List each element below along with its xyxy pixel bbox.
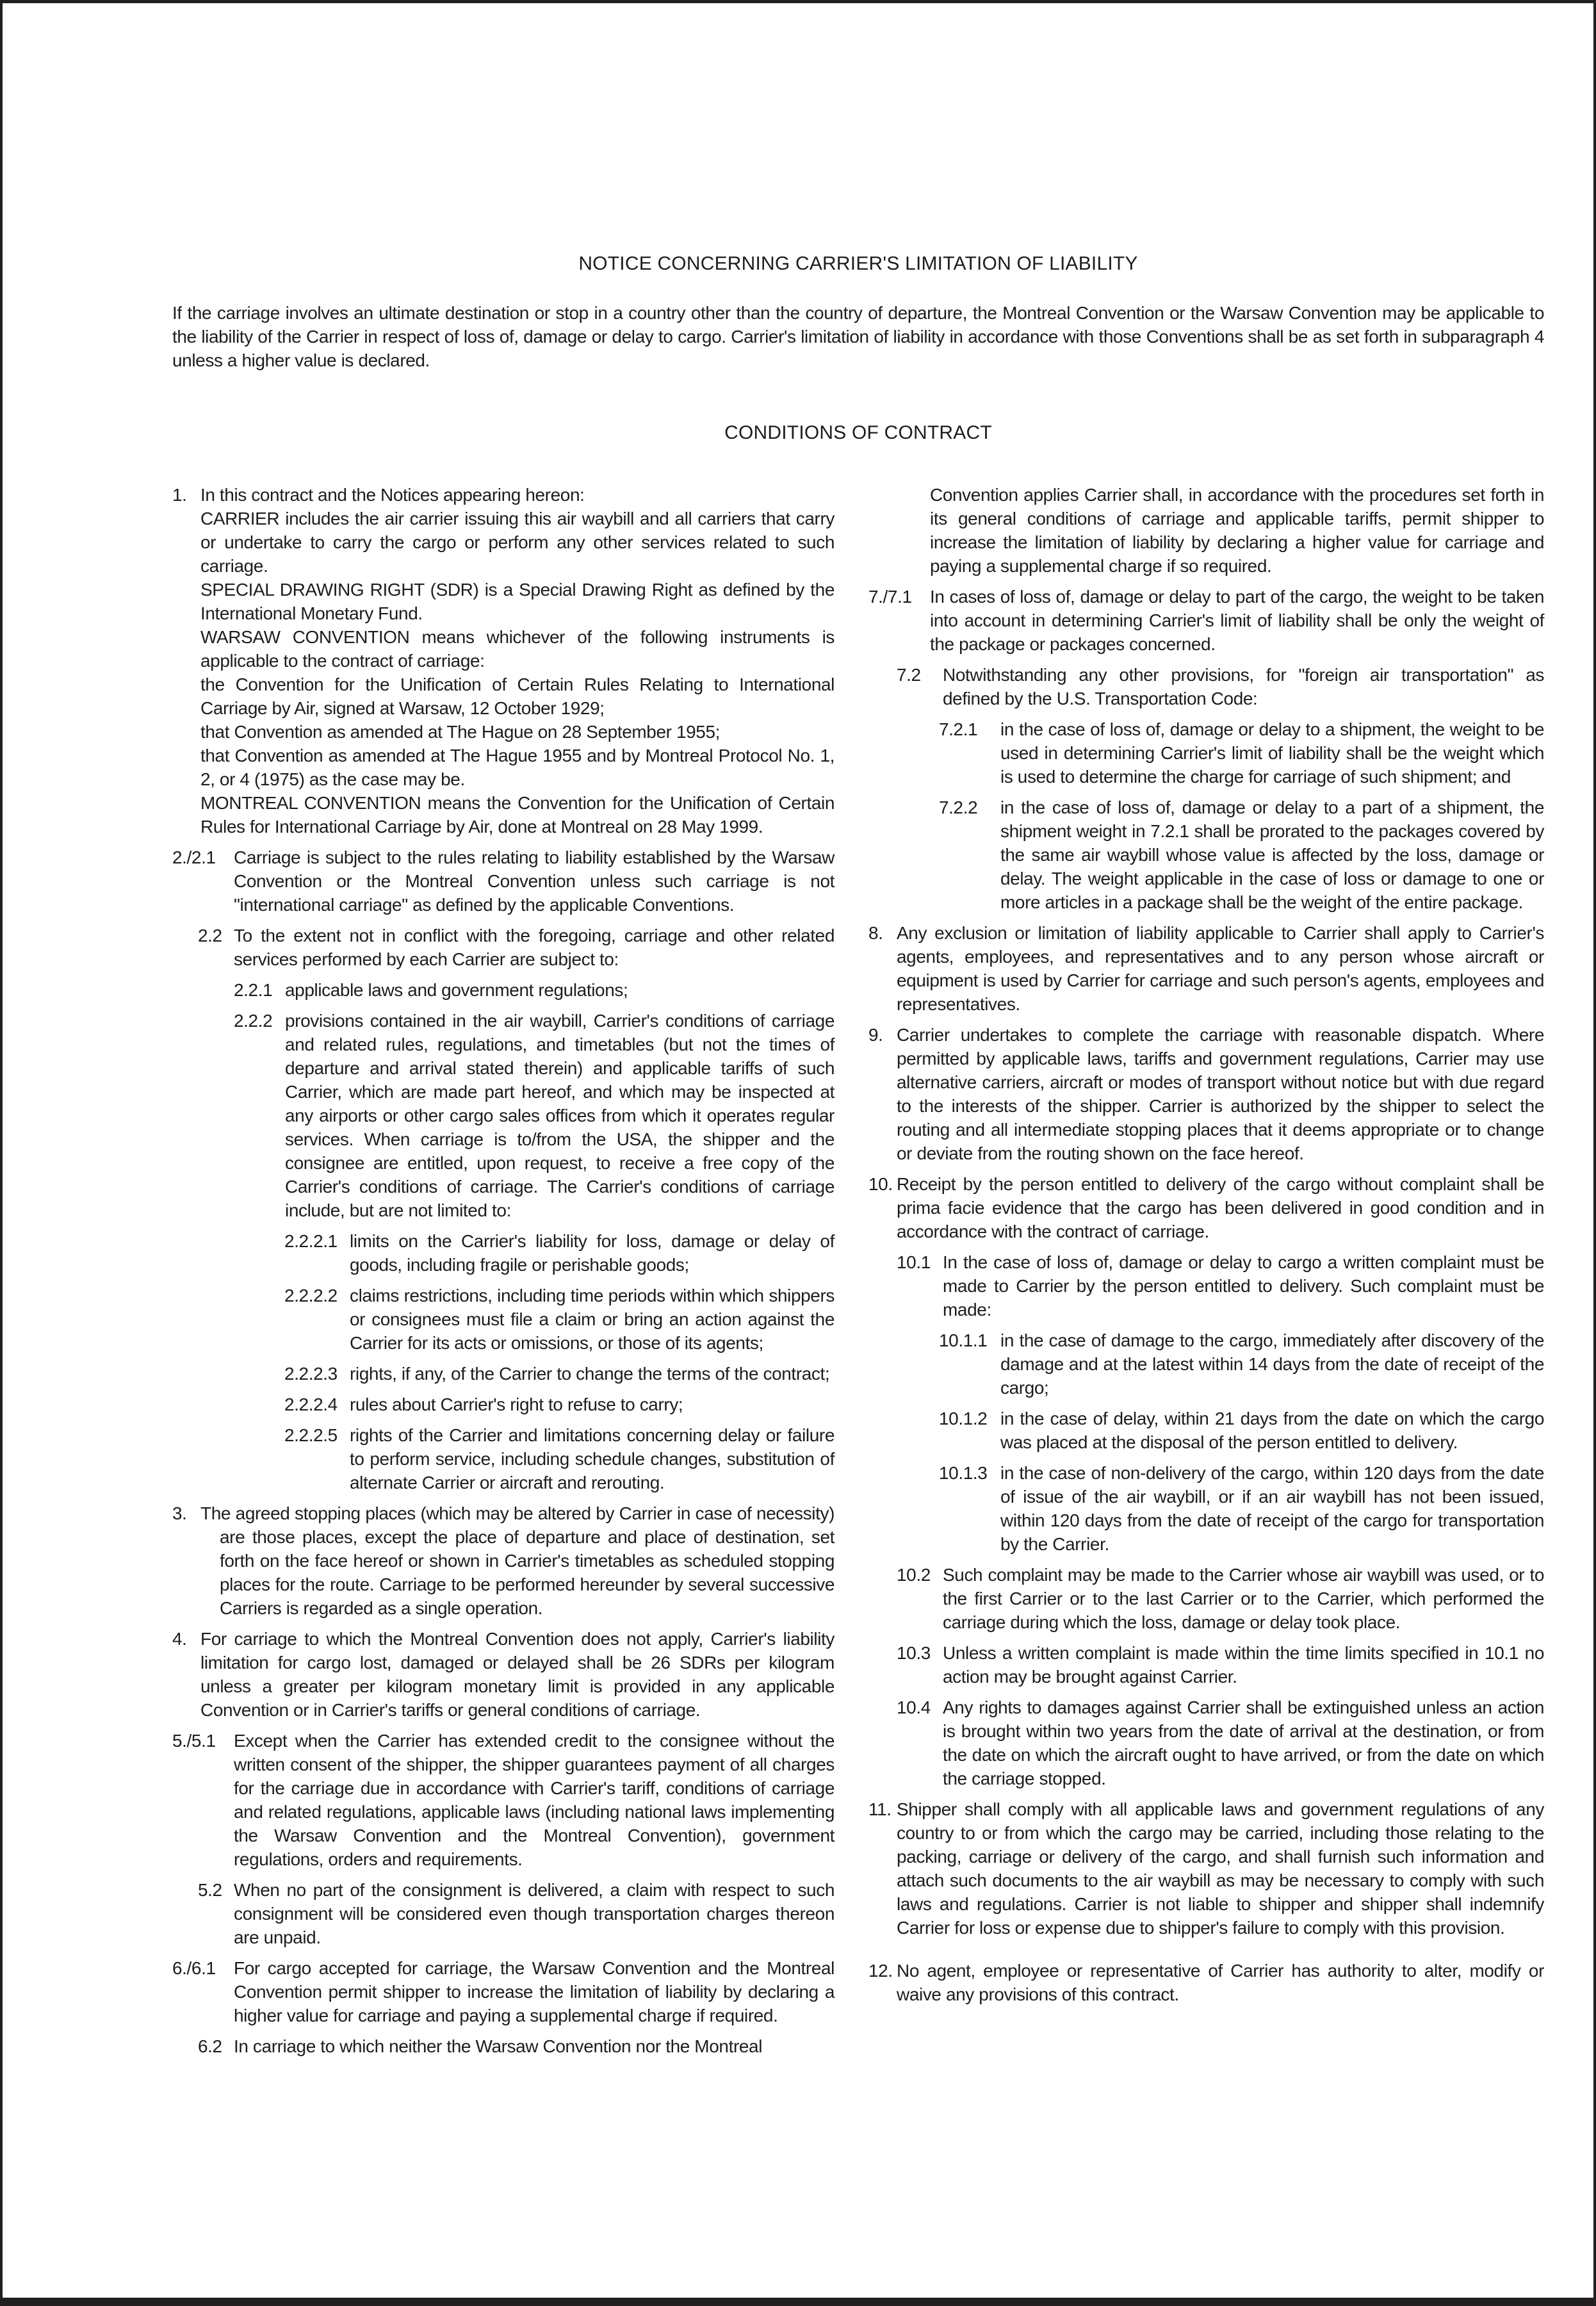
item-paragraph: [234, 1009, 835, 1222]
definition-paragraph: that Convention as amended at The Hague on 28 September 1955;: [200, 722, 721, 742]
contract-item: [172, 978, 835, 1002]
item-text: in the case of loss of, damage or delay to a shipment, the weight to be used in determining Carrier's limit of liability shall be the weight which is used to determine the charge for carriage of such shipment; and: [1000, 719, 1544, 787]
two-column-body: [3, 483, 1593, 2065]
item-number: 6./6.1: [172, 1958, 216, 1978]
item-number: 4.: [172, 1629, 187, 1649]
item-paragraph: [868, 585, 1544, 656]
item-text: rules about Carrier's right to refuse to carry;: [350, 1394, 683, 1414]
contract-item: [868, 717, 1544, 789]
definition-paragraph: the Convention for the Unification of Certain Rules Relating to International Carriage by Air, signed at Warsaw, 12 October 1929;: [200, 675, 835, 718]
contract-heading: CONDITIONS OF CONTRACT: [724, 422, 992, 443]
item-number: 7.2.2: [939, 797, 978, 817]
item-text: in the case of non-delivery of the cargo, within 120 days from the date of issue of the air waybill, or if an air waybill has not been issued, within 120 days from the date of receipt of the cargo for transportation by the Carrier.: [1000, 1463, 1544, 1554]
contract-item: [868, 796, 1544, 914]
item-text: In cases of loss of, damage or delay to part of the cargo, the weight to be taken into account in determining Carrier's limit of liability shall be only the weight of the package or packages concerned.: [930, 587, 1544, 654]
item-number: 2.2.2.3: [284, 1364, 338, 1384]
item-paragraph: [939, 1329, 1544, 1400]
contract-item: [868, 1797, 1544, 1940]
item-text: Receipt by the person entitled to delivery of the cargo without complaint shall be prima facie evidence that the cargo has been delivered in good condition and in accordance with the contract of carriage.: [897, 1174, 1544, 1241]
item-text: In the case of loss of, damage or delay to cargo a written complaint must be made to Carrier by the person entitled to delivery. Such complaint must be made:: [943, 1252, 1544, 1320]
contract-item: [868, 483, 1544, 578]
item-number: 10.4: [897, 1697, 931, 1717]
item-number: 5./5.1: [172, 1731, 216, 1751]
contract-item: [172, 483, 835, 838]
item-paragraph: [172, 483, 835, 507]
item-text: Notwithstanding any other provisions, for "foreign air transportation" as defined by the U.S. Transportation Code:: [943, 665, 1544, 708]
item-text: in the case of loss of, damage or delay to a part of a shipment, the shipment weight in 7.2.1 shall be prorated to the packages covered by the same air waybill whose value is affected by the loss, damage or delay. The weight applicable in the case of loss or damage to one or more articles in a package shall be the weight of the entire package.: [1000, 797, 1544, 912]
item-paragraph: [284, 1362, 835, 1386]
document-header: [3, 3, 1593, 445]
item-paragraph: [930, 483, 1544, 578]
item-text: Convention applies Carrier shall, in accordance with the procedures set forth in its general conditions of carriage and applicable tariffs, permit shipper to increase the limitation of liability by declaring a higher value for carriage and paying a supplemental charge if so required.: [930, 485, 1544, 576]
notice-paragraph: If the carriage involves an ultimate destination or stop in a country other than the country of departure, the Montreal Convention or the Warsaw Convention may be applicable to the liability of the Carrier in respect of loss of, damage or delay to cargo. Carrier's limitation of liability in accordance with those Conventions shall be as set forth in subparagraph 4 unless a higher value is declared.: [172, 303, 1544, 370]
item-text: Except when the Carrier has extended credit to the consignee without the written consent of the shipper, the shipper guarantees payment of all charges for the carriage due in accordance with Carrier's tariff, conditions of carriage and related regulations, applicable laws (including national laws implementing the Warsaw Convention and the Montreal Convention), government regulations, orders and requirements.: [234, 1731, 835, 1869]
item-number: 2.2.2.1: [284, 1231, 338, 1251]
item-number: 7.2: [897, 665, 921, 685]
item-text: Any rights to damages against Carrier shall be extinguished unless an action is brought within two years from the date of arrival at the destination, or from the date on which the aircraft ought to have arrived, or from the date on which the carriage stopped.: [943, 1697, 1544, 1788]
item-paragraph: [198, 1878, 835, 1949]
contract-item: [868, 1329, 1544, 1400]
item-number: 9.: [868, 1025, 883, 1045]
item-paragraph: [868, 1172, 1544, 1243]
contract-item: [172, 1229, 835, 1277]
definition-paragraph: MONTREAL CONVENTION means the Convention for the Unification of Certain Rules for International Carriage by Air, done at Montreal on 28 May 1999.: [200, 793, 835, 837]
item-number: 8.: [868, 923, 883, 943]
item-paragraph: [939, 796, 1544, 914]
item-text: When no part of the consignment is delivered, a claim with respect to such consignment will be considered even though transportation charges thereon are unpaid.: [234, 1880, 835, 1947]
item-text: claims restrictions, including time periods within which shippers or consignees must file a claim or bring an action against the Carrier for its acts or omissions, or those of its agents;: [350, 1286, 835, 1353]
item-number: 2.2.2: [234, 1011, 273, 1031]
item-paragraph: [939, 1407, 1544, 1454]
contract-item: [172, 1284, 835, 1355]
item-text: limits on the Carrier's liability for loss, damage or delay of goods, including fragile or perishable goods;: [350, 1231, 835, 1275]
item-text: Carrier undertakes to complete the carriage with reasonable dispatch. Where permitted by applicable laws, tariffs and government regulations, Carrier may use alternative carriers, aircraft or modes of transport without notice but with due regard to the interests of the shipper. Carrier is authorized by the shipper to select the routing and all intermediate stopping places that it deems appropriate or to change or deviate from the routing shown on the face hereof.: [897, 1025, 1544, 1163]
contract-item: [868, 585, 1544, 656]
item-number: 10.1: [897, 1252, 931, 1272]
contract-item: [868, 1461, 1544, 1556]
item-text: No agent, employee or representative of Carrier has authority to alter, modify or waive any provisions of this contract.: [897, 1961, 1544, 2004]
contract-item: [172, 2034, 835, 2058]
item-text: Any exclusion or limitation of liability applicable to Carrier shall apply to Carrier's agents, employees, and representatives and to any person whose aircraft or equipment is used by Carrier for carriage and such person's agents, employees and representatives.: [897, 923, 1544, 1014]
item-paragraph: [897, 1563, 1544, 1634]
contract-item: [868, 663, 1544, 710]
item-paragraph: [172, 1627, 835, 1722]
item-text: in the case of delay, within 21 days from the date on which the cargo was placed at the disposal of the person entitled to delivery.: [1000, 1409, 1544, 1452]
item-paragraph: [284, 1284, 835, 1355]
item-text: To the extent not in conflict with the foregoing, carriage and other related services performed by each Carrier are subject to:: [234, 926, 835, 969]
item-text: applicable laws and government regulations;: [285, 980, 628, 1000]
item-text: For cargo accepted for carriage, the Warsaw Convention and the Montreal Convention permit shipper to increase the limitation of liability by declaring a higher value for carriage and paying a supplemental charge if required.: [234, 1958, 835, 2025]
contract-item: [868, 1641, 1544, 1689]
contract-item: [172, 1878, 835, 1949]
item-paragraph: [939, 717, 1544, 789]
definition-paragraph: WARSAW CONVENTION means whichever of the following instruments is applicable to the contract of carriage:: [200, 627, 835, 671]
item-paragraph: [198, 924, 835, 971]
contract-item: [868, 921, 1544, 1016]
item-number: 2.2.2.5: [284, 1425, 338, 1445]
item-text: Carriage is subject to the rules relating to liability established by the Warsaw Convention or the Montreal Convention unless such carriage is not "international carriage" as defined by the applicable Conventions.: [234, 847, 835, 915]
item-number: 2.2.1: [234, 980, 273, 1000]
item-number: 2./2.1: [172, 847, 216, 867]
column-left: [172, 483, 835, 2065]
item-number: 11.: [868, 1799, 892, 1819]
item-paragraph: [897, 1696, 1544, 1790]
contract-item: [868, 1959, 1544, 2006]
contract-item: [172, 1362, 835, 1386]
definition-paragraph: CARRIER includes the air carrier issuing this air waybill and all carriers that carry or undertake to carry the cargo or perform any other services related to such carriage.: [200, 509, 835, 576]
item-number: 5.2: [198, 1880, 222, 1900]
contract-item: [172, 1009, 835, 1222]
contract-item: [868, 1172, 1544, 1243]
item-text: Shipper shall comply with all applicable laws and government regulations of any country to or from which the cargo may be carried, including those relating to the packing, carriage or delivery of the cargo, and shall furnish such information and attach such documents to the air waybill as may be necessary to comply with such laws and regulations. Carrier is not liable to shipper and shipper shall indemnify Carrier for loss or expense due to shipper's failure to comply with this provision.: [897, 1799, 1544, 1938]
definition-paragraph: that Convention as amended at The Hague 1955 and by Montreal Protocol No. 1, 2, or 4 (1975) as the case may be.: [200, 746, 835, 789]
item-text: in the case of damage to the cargo, immediately after discovery of the damage and at the latest within 14 days from the date of receipt of the cargo;: [1000, 1330, 1544, 1398]
definition-paragraph: SPECIAL DRAWING RIGHT (SDR) is a Special Drawing Right as defined by the International Monetary Fund.: [200, 580, 835, 623]
item-paragraph: [172, 1729, 835, 1871]
contract-item: [172, 1627, 835, 1722]
item-paragraph: [868, 921, 1544, 1016]
item-paragraph: [868, 1023, 1544, 1165]
item-text: The agreed stopping places (which may be altered by Carrier in case of necessity) are those places, except the place of departure and place of destination, set forth on the face hereof or shown in Carrier's timetables as scheduled stopping places for the route. Carriage to be performed hereunder by several successive Carriers is regarded as a single operation.: [200, 1503, 835, 1618]
contract-item: [172, 1729, 835, 1871]
item-paragraph: [897, 1641, 1544, 1689]
item-paragraph: [868, 1959, 1544, 2006]
item-paragraph: [284, 1423, 835, 1494]
contract-item: [868, 1696, 1544, 1790]
item-paragraph: [172, 846, 835, 917]
contract-item: [172, 846, 835, 917]
item-number: 10.1.1: [939, 1330, 988, 1350]
contract-item: [172, 924, 835, 971]
item-text: For carriage to which the Montreal Convention does not apply, Carrier's liability limitation for cargo lost, damaged or delayed shall be 26 SDRs per kilogram unless a greater per kilogram monetary limit is provided in any applicable Convention or in Carrier's tariffs or general conditions of carriage.: [200, 1629, 835, 1720]
item-number: 7./7.1: [868, 587, 912, 607]
notice-heading: NOTICE CONCERNING CARRIER'S LIMITATION OF LIABILITY: [578, 253, 1138, 274]
item-number: 10.3: [897, 1643, 931, 1663]
contract-item: [172, 1956, 835, 2027]
item-paragraph: [284, 1229, 835, 1277]
item-text: In this contract and the Notices appearing hereon:: [200, 485, 585, 505]
item-paragraph: [172, 1956, 835, 2027]
contract-item: [868, 1250, 1544, 1321]
item-number: 6.2: [198, 2036, 222, 2056]
item-number: 1.: [172, 485, 187, 505]
item-number: 2.2.2.4: [284, 1394, 338, 1414]
item-number: 2.2: [198, 926, 222, 945]
contract-item: [868, 1023, 1544, 1165]
item-number: 3.: [172, 1503, 187, 1523]
item-text: In carriage to which neither the Warsaw Convention nor the Montreal: [234, 2036, 763, 2056]
contract-item: [172, 1423, 835, 1494]
item-number: 7.2.1: [939, 719, 978, 739]
contract-item: [172, 1501, 835, 1620]
item-text: Such complaint may be made to the Carrier whose air waybill was used, or to the first Carrier or to the last Carrier or to the Carrier, which performed the carriage during which the loss, damage or delay took place.: [943, 1565, 1544, 1632]
item-paragraph: [897, 1250, 1544, 1321]
item-paragraph: [284, 1393, 835, 1416]
item-number: 10.1.2: [939, 1409, 988, 1428]
item-paragraph: [172, 1501, 835, 1620]
item-paragraph: [868, 1797, 1544, 1940]
item-paragraph: [198, 2034, 835, 2058]
contract-item: [868, 1563, 1544, 1634]
contract-item: [868, 1407, 1544, 1454]
item-number: 10.: [868, 1174, 893, 1194]
item-text: provisions contained in the air waybill, Carrier's conditions of carriage and related rules, regulations, and timetables (but not the times of departure and arrival stated therein) and applicable tariffs of such Carrier, which are made part hereof, and which may be inspected at any airports or other cargo sales offices from which it operates regular services. When carriage is to/from the USA, the shipper and the consignee are entitled, upon request, to receive a free copy of the Carrier's conditions of carriage. The Carrier's conditions of carriage include, but are not limited to:: [285, 1011, 835, 1220]
item-number: 10.1.3: [939, 1463, 988, 1483]
item-text: rights of the Carrier and limitations concerning delay or failure to perform service, including schedule changes, substitution of alternate Carrier or aircraft and rerouting.: [350, 1425, 835, 1492]
item-number: 10.2: [897, 1565, 931, 1585]
item-paragraph: [234, 978, 835, 1002]
item-paragraph: [939, 1461, 1544, 1556]
item-text: Unless a written complaint is made within the time limits specified in 10.1 no action may be brought against Carrier.: [943, 1643, 1544, 1687]
item-number: 12.: [868, 1961, 893, 1981]
item-paragraph: [897, 663, 1544, 710]
item-text: rights, if any, of the Carrier to change the terms of the contract;: [350, 1364, 830, 1384]
contract-item: [172, 1393, 835, 1416]
item-number: 2.2.2.2: [284, 1286, 338, 1305]
column-right: [868, 483, 1544, 2065]
